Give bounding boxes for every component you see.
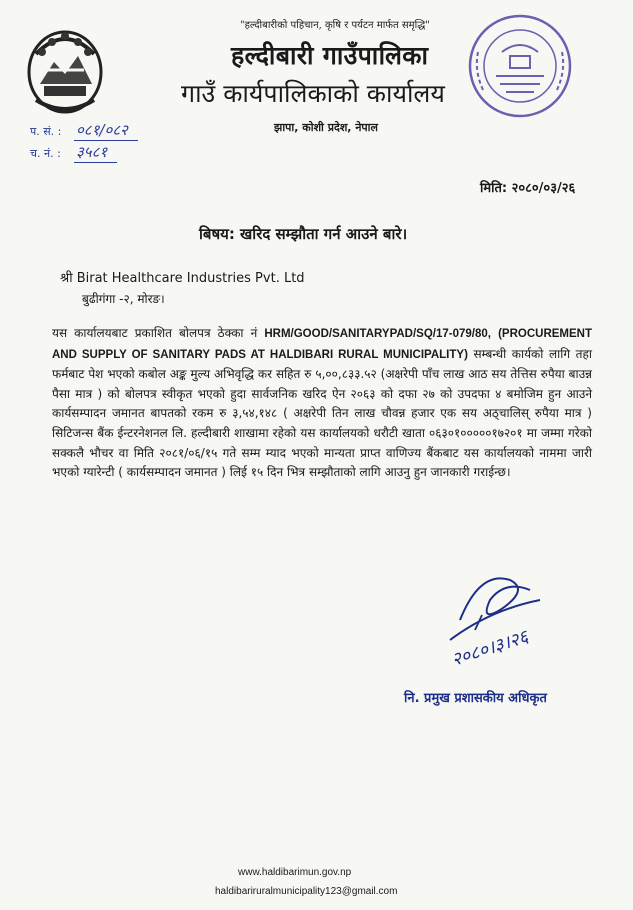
- patra-sankhya-row: [30, 120, 138, 141]
- recipient-address: बुढीगंगा -२, मोरङ।: [82, 292, 165, 306]
- signature-icon: [420, 560, 570, 680]
- footer-email[interactable]: haldibariruralmunicipality123@gmail.com: [215, 886, 398, 897]
- chalani-number-value: ३५८१: [74, 142, 117, 163]
- contract-title: (PROCUREMENT AND SUPPLY OF SANITARY PADS AT HALDIBARI RURAL MUNICIPALITY): [52, 328, 592, 361]
- office-address: झापा, कोशी प्रदेश, नेपाल: [274, 121, 378, 134]
- office-motto: "हल्दीबारीको पहिचान, कृषि र पर्यटन मार्फत समृद्धि": [240, 20, 430, 31]
- office-seal-icon: [466, 12, 574, 120]
- body-intro: यस कार्यालयबाट प्रकाशित बोलपत्र ठेक्का नं: [52, 326, 265, 340]
- letter-subject: बिषय: खरिद सम्झौता गर्न आउने बारे।: [199, 225, 408, 243]
- office-subtitle: गाउँ कार्यपालिकाको कार्यालय: [181, 79, 445, 108]
- patra-sankhya-value: ०८१/०८२: [74, 120, 138, 141]
- footer-website[interactable]: www.haldibarimun.gov.np: [238, 867, 352, 878]
- chalani-number-row: [30, 142, 117, 163]
- letter-body: [52, 324, 592, 483]
- contract-number: HRM/GOOD/SANITARYPAD/SQ/17-079/80,: [264, 328, 491, 340]
- patra-sankhya-label: प. सं. :: [30, 125, 62, 138]
- signature-date: २०८०।३।२६: [449, 626, 531, 671]
- signatory-title: नि. प्रमुख प्रशासकीय अधिकृत: [404, 691, 547, 706]
- letter-date: मिति: २०८०/०३/२६: [480, 181, 576, 196]
- nepal-emblem-icon: [22, 22, 108, 118]
- chalani-number-label: च. नं. :: [30, 147, 61, 160]
- recipient-name: श्री Birat Healthcare Industries Pvt. Ltd: [60, 271, 305, 286]
- body-main: सम्बन्धी कार्यको लागि तहा फर्मबाट पेश भएको कबोल अङ्क मुल्य अभिवृद्धि कर सहित रु ५,००,८३३.५२ (अक्षरेपी पाँच लाख आठ सय तेत्तिस रुपैया बाउन्न पैसा मात्र ) को बोलपत्र स्वीकृत भएको हुदा सार्वजनिक खरिद ऐन २०६३ को दफा २७ को उपदफा ४ बमोजिम हुन आउने कार्यसम्पादन जमानत बापतको रकम रु ३,५४,१४८ ( अक्षरेपी तिन लाख चौवन्न हजार एक सय अठ्चालिस् रुपैया मात्र ) सिटिजन्स बैंक ईन्टरनेशनल लि. हल्दीबारी शाखामा रहेको यस कार्यालयको धरौटी खाता ०६३०१०००००१७२०१ मा जम्मा गरेको सक्कलै भौचर वा मिति २०८१/०६/१५ गते सम्म म्याद भएको मान्यता प्राप्त वाणिज्य बैंकबाट यस कार्यालयको नाममा जारी भएको ग्यारेन्टी ( कार्यसम्पादन जमानत ) लिई १५ दिन भित्र सम्झौताको लागि आउनु हुन जानकारी गराईन्छ।: [52, 346, 592, 480]
- office-title: हल्दीबारी गाउँपालिका: [231, 41, 429, 70]
